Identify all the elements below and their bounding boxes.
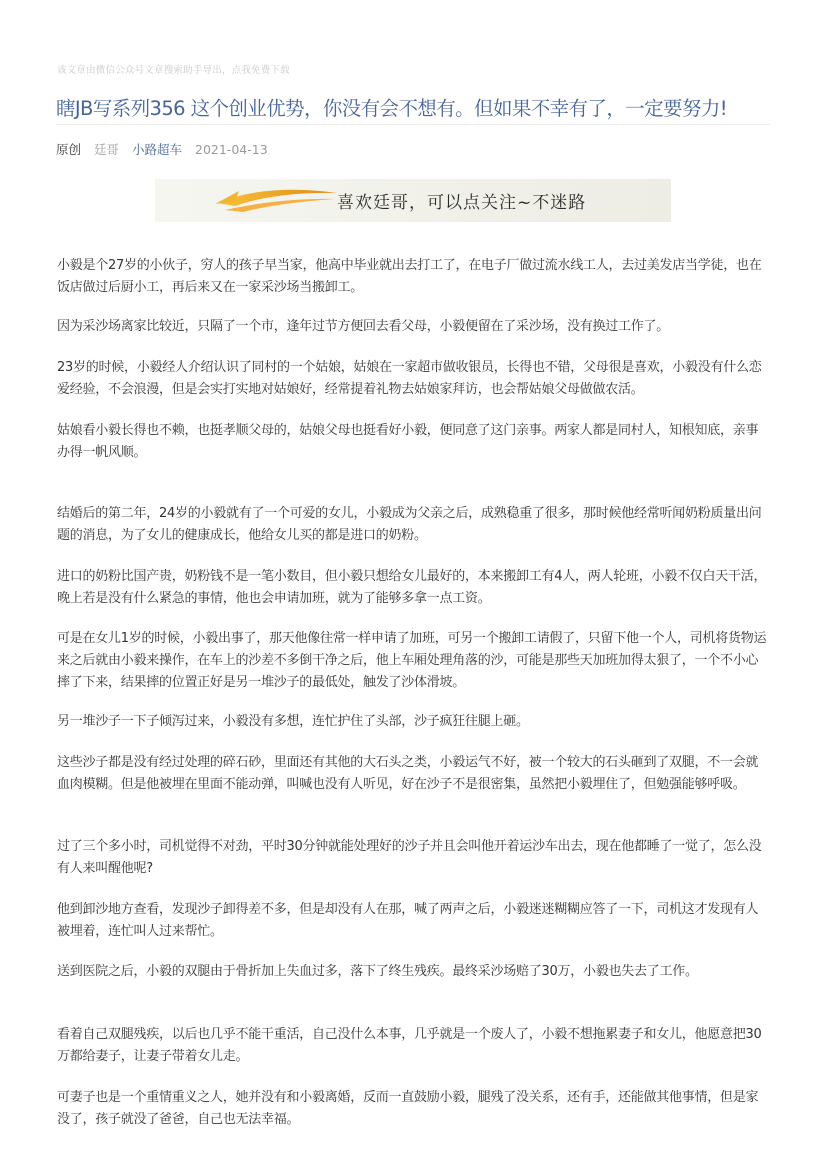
article-meta [56, 140, 277, 158]
paragraph: 结婚后的第二年，24岁的小毅就有了一个可爱的女儿，小毅成为父亲之后，成熟稳重了很多，那时候他经常听闻奶粉质量出问题的消息，为了女儿的健康成长，他给女儿买的都是进口的奶粉。 [57, 506, 762, 543]
title-divider [56, 124, 770, 125]
follow-banner [155, 179, 671, 222]
author-name: 廷哥 [94, 142, 120, 157]
paragraph: 另一堆沙子一下子倾泻过来，小毅没有多想，连忙护住了头部，沙子疯狂往腿上砸。 [57, 714, 529, 729]
paragraph: 进口的奶粉比国产贵，奶粉钱不是一笔小数目，但小毅只想给女儿最好的，本来搬卸工有4人，两人轮班，小毅不仅白天干活，晚上若是没有什么紧急的事情，他也会申请加班，就为了能够多拿一点工资。 [57, 569, 767, 606]
account-link[interactable]: 小路超车 [132, 142, 183, 157]
paragraph: 这些沙子都是没有经过处理的碎石砂，里面还有其他的大石头之类，小毅运气不好，被一个较大的石头砸到了双腿，不一会就血肉模糊。但是他被埋在里面不能动弹，叫喊也没有人听见，好在沙子不是很密集，虽然把小毅埋住了，但勉强能够呼吸。 [57, 755, 759, 792]
publish-date: 2021-04-13 [195, 142, 268, 157]
paragraph: 他到卸沙地方查看，发现沙子卸得差不多，但是却没有人在那，喊了两声之后，小毅迷迷糊糊应答了一下，司机这才发现有人被埋着，连忙叫人过来帮忙。 [57, 902, 759, 939]
article-title: 瞎JB写系列356 这个创业优势，你没有会不想有。但如果不幸有了，一定要努力! [56, 97, 727, 120]
paragraph: 送到医院之后，小毅的双腿由于骨折加上失血过多，落下了终生残疾。最终采沙场赔了30万，小毅也失去了工作。 [57, 964, 698, 979]
paragraph: 过了三个多小时，司机觉得不对劲，平时30分钟就能处理好的沙子并且会叫他开着运沙车出去，现在他都睡了一觉了，怎么没有人来叫醒他呢? [57, 839, 762, 876]
paragraph: 看着自己双腿残疾，以后也几乎不能干重活，自己没什么本事，几乎就是一个废人了，小毅不想拖累妻子和女儿，他愿意把30万都给妻子，让妻子带着女儿走。 [57, 1027, 762, 1064]
paragraph: 姑娘看小毅长得也不赖，也挺孝顺父母的，姑娘父母也挺看好小毅，便同意了这门亲事。两家人都是同村人，知根知底，亲事办得一帆风顺。 [57, 423, 759, 460]
banner-text: 喜欢廷哥，可以点关注~不迷路 [337, 193, 587, 213]
export-note-link[interactable]: 该文章由微信公众号文章搜索助手导出，点我免费下载 [57, 65, 290, 76]
paragraph: 可妻子也是一个重情重义之人，她并没有和小毅离婚，反而一直鼓励小毅，腿残了没关系，还有手，还能做其他事情，但是家没了，孩子就没了爸爸，自己也无法幸福。 [57, 1090, 759, 1127]
paragraph: 可是在女儿1岁的时候，小毅出事了，那天他像往常一样申请了加班，可另一个搬卸工请假了，只留下他一个人，司机将货物运来之后就由小毅来操作，在车上的沙差不多倒干净之后，他上车厢处理角落的沙，可能是那些天加班加得太狠了，一个不小心摔了下来，结果摔的位置正好是另一堆沙子的最低处，触发了沙体滑坡。 [57, 631, 767, 690]
paragraph: 因为采沙场离家比较近，只隔了一个市，逢年过节方便回去看父母，小毅便留在了采沙场，没有换过工作了。 [57, 319, 670, 334]
paragraph: 23岁的时候，小毅经人介绍认识了同村的一个姑娘，姑娘在一家超市做收银员，长得也不错，父母很是喜欢，小毅没有什么恋爱经验，不会浪漫，但是会实打实地对姑娘好，经常提着礼物去姑娘家拜访，也会帮姑娘父母做做农活。 [57, 360, 762, 397]
paragraph: 小毅是个27岁的小伙子，穷人的孩子早当家，他高中毕业就出去打工了，在电子厂做过流水线工人，去过美发店当学徒，也在饭店做过后厨小工，再后来又在一家采沙场当搬卸工。 [57, 258, 762, 295]
original-tag: 原创 [56, 142, 82, 157]
